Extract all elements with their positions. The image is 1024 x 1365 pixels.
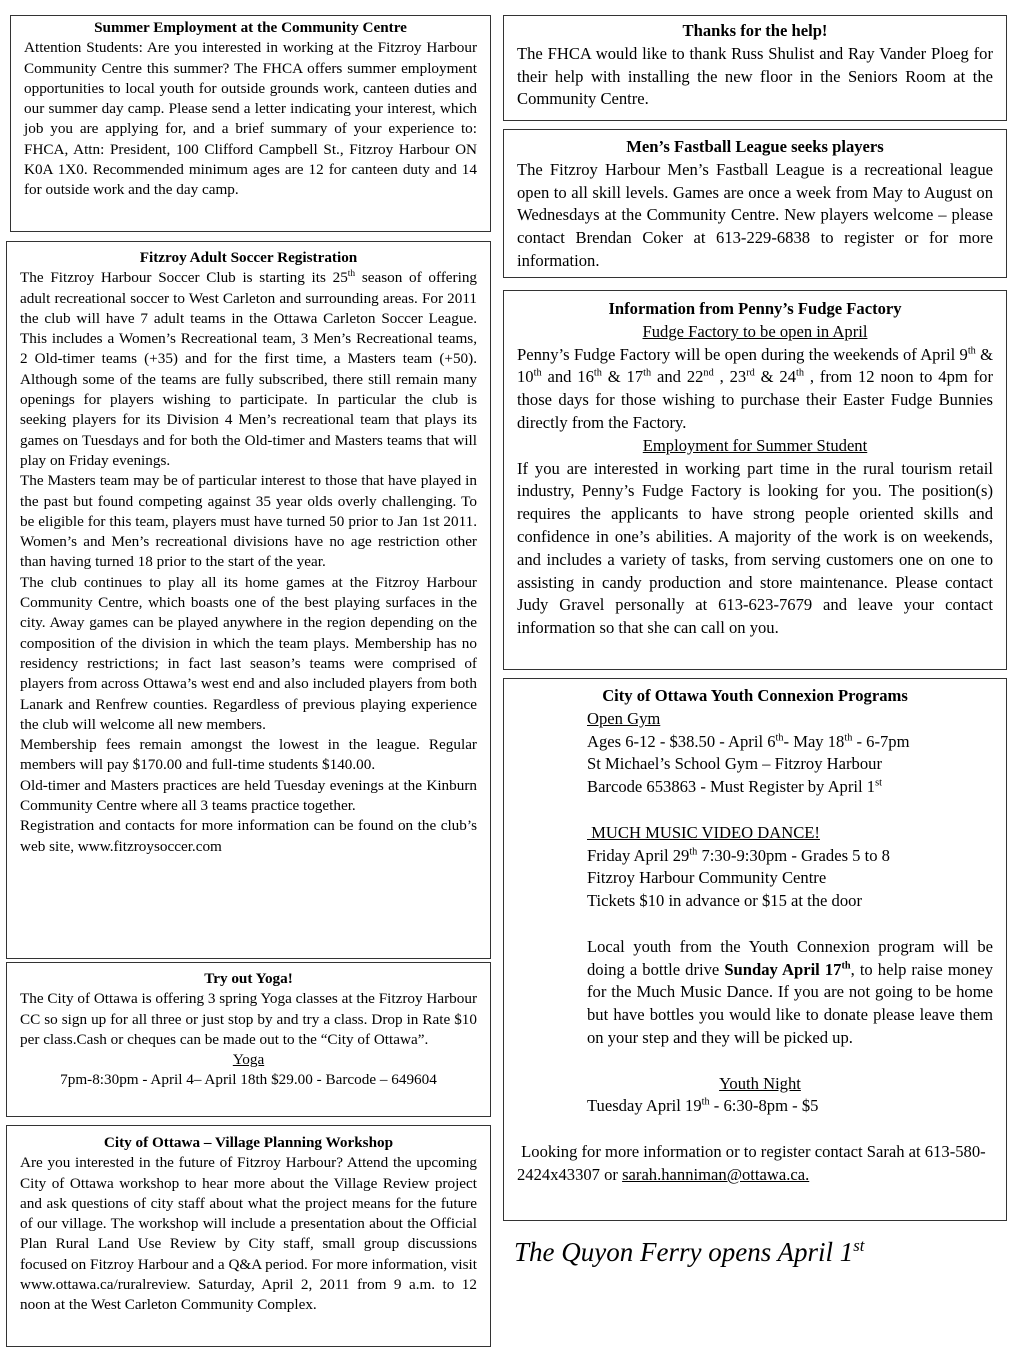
fudge-title: Information from Penny’s Fudge Factory (608, 299, 902, 318)
open-gym-line-3 (587, 776, 993, 799)
open-gym-line-2: St Michael’s School Gym – Fitzroy Harbour (587, 754, 882, 774)
fudge-p1-sup: th (796, 367, 804, 379)
fudge-box (503, 290, 1007, 670)
fudge-p1-seg: & 10 (517, 344, 994, 387)
fudge-p1-seg: , 23 (713, 367, 747, 387)
planning-body: Are you interested in the future of Fitzroy Harbour? Attend the upcoming City of Ottawa workshop to hear more about the Village Review project and ask questions of city staff about what the project means for the future of our village. The workshop will include a presentation about the Official Plan Rural Land Use Review by City staff, small group discussions focused on Fitzroy Harbour and a Q&A period. For more information, visit www.ottawa.ca/ruralreview. Saturday, April 2, 2011 from 9 a.m. to 12 noon at the West Carleton Community Complex. (20, 1154, 477, 1314)
yoga-schedule: 7pm-8:30pm - April 4– April 18th $29.00 - Barcode – 649604 (60, 1071, 437, 1089)
spacer (517, 1118, 993, 1141)
fastball-box (503, 129, 1007, 278)
soccer-p1-text-a: The Fitzroy Harbour Soccer Club is starting its 25 (20, 269, 348, 287)
dance-line-1 (587, 845, 993, 868)
yoga-subhead: Yoga (232, 1051, 265, 1069)
open-gym-heading: Open Gym (587, 708, 661, 728)
soccer-box (6, 241, 491, 959)
planning-box (6, 1125, 491, 1347)
fudge-p1-sup: th (643, 367, 652, 379)
bottle-drive-sup: th (841, 960, 851, 972)
fudge-p1-seg: and 16 (541, 367, 594, 387)
dance-line-3: Tickets $10 in advance or $15 at the door (587, 891, 862, 911)
soccer-title: Fitzroy Adult Soccer Registration (139, 249, 358, 266)
fudge-subhead-employment: Employment for Summer Student (642, 435, 868, 455)
fudge-p1-sup: nd (703, 367, 714, 379)
ferry-notice (514, 1237, 864, 1268)
ferry-sup: st (853, 1236, 865, 1255)
thanks-title: Thanks for the help! (682, 21, 828, 40)
fudge-p1-seg: & 17 (601, 367, 644, 387)
bottle-drive-text-b: , to help raise money for the Much Music Dance. If you are not going to be home but have bottles you would like to donate please leave them on your step and they will be picked up. (587, 959, 993, 1047)
open-gym-line-1 (587, 731, 993, 754)
yoga-box (6, 962, 491, 1117)
soccer-paragraph-1 (20, 268, 477, 471)
dance-sup: th (689, 846, 698, 858)
bottle-drive-text: Local youth from the Youth Connexion program will be doing a bottle drive (587, 936, 993, 979)
thanks-body: The FHCA would like to thank Russ Shulist and Ray Vander Ploeg for their help with installing the new floor in the Seniors Room at the Community Centre. (517, 43, 993, 109)
youth-night-line (587, 1095, 993, 1118)
youth-night-seg: - 6:30-8pm - $5 (709, 1096, 819, 1116)
soccer-paragraph-5: Old-timer and Masters practices are held Tuesday evenings at the Kinburn Community Centre where all 3 teams practice together. (20, 776, 477, 815)
fudge-p1-sup: th (533, 367, 542, 379)
fudge-p1-sup: th (593, 367, 602, 379)
soccer-p1-text-b: season of offering adult recreational soccer to West Carleton and surrounding areas. For 2011 the club will have 7 adult teams in the Ottawa Carleton Soccer League. This includes a Women’s Recreational team, 3 Men’s Recreational teams, 2 Old-timer teams (+35) and for the first time, a Masters team (+50). Although some of the teams are fully subscribed, there still remain many openings for players wishing to participate. In particular the club is seeking players for its Division 4 Men’s recreational team that plays its games on Tuesdays and for both the Old-timer and Masters teams that will play on Friday evenings. (20, 269, 478, 469)
open-gym-seg: - 6-7pm (852, 731, 910, 751)
youth-night-seg: Tuesday April 19 (587, 1096, 702, 1116)
open-gym-seg: Ages 6-12 - $38.50 - April 6 (587, 731, 776, 751)
spacer (587, 1050, 993, 1073)
open-gym-seg: - May 18 (783, 731, 845, 751)
dance-seg: Friday April 29 (587, 845, 690, 865)
fudge-p1-seg: and 22 (651, 367, 704, 387)
soccer-paragraph-4: Membership fees remain amongst the lowest in the league. Regular members will pay $170.00 and full-time students $140.00. (20, 736, 477, 774)
yoga-title: Try out Yoga! (204, 970, 293, 987)
soccer-paragraph-3: The club continues to play all its home games at the Fitzroy Harbour Community Centre, which boasts one of the best playing surfaces in the city. Away games can be played anywhere in the region depending on the composition of the division in which the team plays. Membership has no residency restrictions; in fact last season’s teams were comprised of players from across Ottawa’s west end and also included players from both Lanark and Renfrew counties. Regardless of previous playing experience the club will welcome all new members. (20, 573, 477, 733)
soccer-paragraph-6: Registration and contacts for more information can be found on the club’s web site, www.fitzroysoccer.com (20, 817, 477, 855)
summer-employment-title: Summer Employment at the Community Centre (94, 19, 407, 36)
fudge-p1-sup: rd (746, 367, 755, 379)
bottle-drive-paragraph (587, 936, 993, 1050)
youth-title: City of Ottawa Youth Connexion Programs (602, 686, 908, 705)
summer-employment-body: Attention Students: Are you interested in working at the Fitzroy Harbour Community Centre this summer? The FHCA offers summer employment opportunities to local youth for outside grounds work, canteen duties and our summer day camp. Please send a letter indicating your interest, which job you are applying for, and a brief summary of your experience to: FHCA, Attn: President, 100 Clifford Campbell St., Fitzroy Harbour ON K0A 1X0. Recommended minimum ages are 12 for canteen duty and 14 for outside work and the day camp. (24, 39, 477, 199)
spacer (587, 799, 993, 822)
youth-contact-email-link[interactable]: sarah.hanniman@ottawa.ca. (622, 1164, 810, 1184)
fudge-paragraph-2: If you are interested in working part time in the rural tourism retail industry, Penny’s Fudge Factory is looking for you. The position(s) requires the applicants to have strong people oriented skills and confidence in one’s abilities. A majority of the work is on weekends, and includes a variety of tasks, from serving customers one on one to assisting in candy production and store maintenance. Please contact Judy Gravel personally at 613-623-7679 and leave your contact information so that she can call on you. (517, 458, 993, 638)
youth-night-sup: th (701, 1096, 710, 1108)
summer-employment-box (10, 15, 491, 232)
fudge-p1-seg: & 24 (754, 367, 796, 387)
fudge-p1-sup: th (967, 345, 976, 357)
bottle-drive-date: Sunday April 17 (724, 959, 842, 979)
fastball-body: The Fitzroy Harbour Men’s Fastball League is a recreational league open to all skill levels. Games are once a week from May to August on Wednesdays at the Community Centre. New players welcome – please contact Brendan Coker at 613-229-6838 to register or for more information. (517, 159, 993, 270)
fudge-subhead-open: Fudge Factory to be open in April (642, 321, 868, 341)
thanks-box (503, 15, 1007, 121)
dance-heading: MUCH MUSIC VIDEO DANCE! (587, 822, 820, 842)
fastball-title: Men’s Fastball League seeks players (626, 137, 884, 156)
dance-line-2: Fitzroy Harbour Community Centre (587, 868, 827, 888)
soccer-p1-sup: th (347, 269, 356, 280)
open-gym-sup: st (875, 777, 882, 789)
fudge-p1-seg: Penny’s Fudge Factory will be open during the weekends of April 9 (517, 344, 968, 364)
fudge-p1-seg: , from 12 noon to 4pm for those days for those wishing to purchase their Easter Fudge Bunnies directly from the Factory. (517, 367, 993, 432)
open-gym-sup: th (775, 732, 784, 744)
youth-night-heading: Youth Night (719, 1073, 801, 1093)
open-gym-seg: Barcode 653863 - Must Register by April 1 (587, 777, 876, 797)
ferry-text: The Quyon Ferry opens April 1 (514, 1237, 854, 1267)
youth-box (503, 678, 1007, 1221)
yoga-body: The City of Ottawa is offering 3 spring Yoga classes at the Fitzroy Harbour CC so sign up for all three or just stop by and try a class. Drop in Rate $10 per class.Cash or cheques can be made out to the “City of Ottawa”. (20, 990, 477, 1048)
planning-title: City of Ottawa – Village Planning Workshop (103, 1134, 394, 1151)
soccer-paragraph-2: The Masters team may be of particular interest to those that have played in the past but found competing against 35 year olds overly challenging. To be eligible for this team, players must have turned 50 prior to Jan 1st 2011. Women’s and Men’s recreational divisions have no age restriction other than having turned 18 prior to the start of the year. (20, 472, 477, 571)
youth-contact-text: Looking for more information or to register contact Sarah at 613-580-2424x43307 or (517, 1141, 986, 1184)
dance-seg: 7:30-9:30pm - Grades 5 to 8 (697, 845, 890, 865)
fudge-paragraph-1 (517, 344, 993, 435)
youth-contact (517, 1141, 993, 1187)
spacer (587, 913, 993, 936)
open-gym-sup: th (844, 732, 853, 744)
